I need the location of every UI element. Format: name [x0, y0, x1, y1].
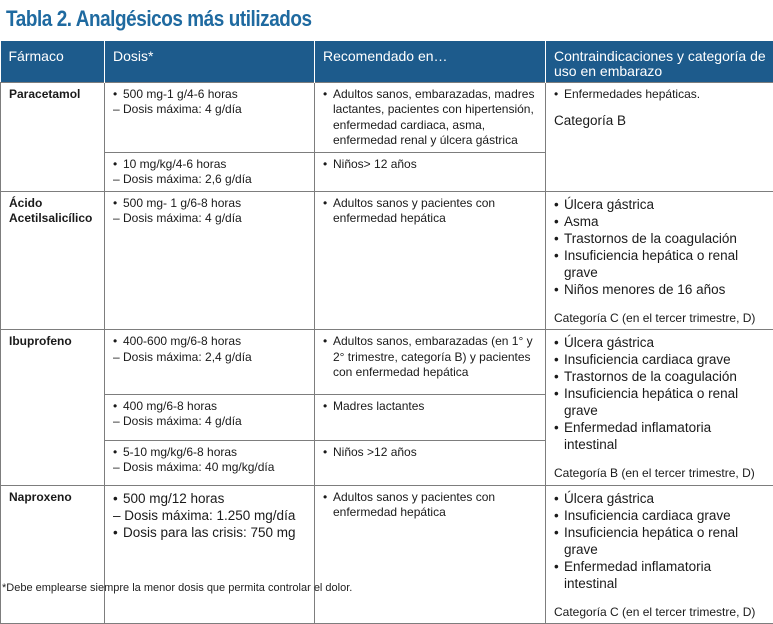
recommended-text: • Adultos sanos y pacientes con enfermedad hepática — [323, 490, 539, 521]
recommended-cell — [315, 191, 546, 330]
dose-cell — [105, 440, 315, 485]
dose-line: • 400-600 mg/6-8 horas — [113, 334, 308, 350]
table-title: Tabla 2. Analgésicos más utilizados — [6, 6, 312, 32]
dose-cell — [105, 191, 315, 330]
pregnancy-category: Categoría C (en el tercer trimestre, D) — [554, 311, 767, 327]
dose-crisis: • Dosis para las crisis: 750 mg — [113, 524, 308, 541]
contraindication-item: • Asma — [554, 213, 767, 230]
recommended-cell — [315, 485, 546, 624]
contraindication-item: • Trastornos de la coagulación — [554, 368, 767, 385]
contraindication-item: • Úlcera gástrica — [554, 490, 767, 507]
dose-max: – Dosis máxima: 2,6 g/día — [113, 172, 308, 188]
drug-ibuprofeno: Ibuprofeno — [1, 330, 105, 486]
recommended-text: • Niños >12 años — [323, 445, 539, 461]
drug-name-line2: Acetilsalicílico — [9, 211, 98, 227]
contraindication-item: • Insuficiencia hepática o renal grave — [554, 247, 767, 281]
recommended-text: • Madres lactantes — [323, 399, 539, 415]
contraindication-item: • Trastornos de la coagulación — [554, 230, 767, 247]
contraindication-item: • Niños menores de 16 años — [554, 281, 767, 298]
contraindications-cell — [546, 82, 773, 191]
header-drug: Fármaco — [1, 41, 105, 82]
recommended-cell — [315, 82, 546, 152]
contraindication-item: • Enfermedad inflamatoria intestinal — [554, 419, 767, 453]
contraindication-item: • Insuficiencia cardiaca grave — [554, 351, 767, 368]
pregnancy-category: Categoría B (en el tercer trimestre, D) — [554, 466, 767, 482]
header-row — [1, 41, 773, 82]
contraindication-item: • Enfermedades hepáticas. — [554, 87, 767, 103]
dose-line: • 10 mg/kg/4-6 horas — [113, 157, 308, 173]
drug-aas — [1, 191, 105, 330]
dose-max: – Dosis máxima: 4 g/día — [113, 102, 308, 118]
recommended-text: • Adultos sanos, embarazadas, madres lactantes, pacientes con hipertensión, enfermedad cardiaca, asma, enfermedad renal y úlcera gástrica — [323, 87, 539, 149]
dose-max: – Dosis máxima: 4 g/día — [113, 211, 308, 227]
contraindications-cell — [546, 191, 773, 330]
contraindication-item: • Insuficiencia hepática o renal grave — [554, 524, 767, 558]
contraindication-item: • Enfermedad inflamatoria intestinal — [554, 558, 767, 592]
contraindication-item: • Úlcera gástrica — [554, 196, 767, 213]
contraindication-item: • Úlcera gástrica — [554, 334, 767, 351]
recommended-cell — [315, 440, 546, 485]
drug-naproxeno: Naproxeno — [1, 485, 105, 624]
recommended-cell — [315, 330, 546, 395]
footnote: *Debe emplearse siempre la menor dosis que permita controlar el dolor. — [2, 582, 352, 594]
dose-line: • 500 mg/12 horas — [113, 490, 308, 507]
dose-max: – Dosis máxima: 40 mg/kg/día — [113, 460, 308, 476]
table-row — [1, 330, 773, 395]
dose-max: – Dosis máxima: 4 g/día — [113, 414, 308, 430]
dose-max: – Dosis máxima: 2,4 g/día — [113, 350, 308, 366]
table-row — [1, 485, 773, 624]
table-row — [1, 191, 773, 330]
recommended-text: • Adultos sanos, embarazadas (en 1° y 2° trimestre, categoría B) y pacientes con enfermedad hepática — [323, 334, 539, 381]
pregnancy-category: Categoría B — [554, 112, 767, 129]
dose-cell — [105, 330, 315, 395]
recommended-text: • Niños> 12 años — [323, 157, 539, 173]
drug-name-line1: Ácido — [9, 196, 98, 212]
dose-cell — [105, 152, 315, 191]
dose-line: • 500 mg- 1 g/6-8 horas — [113, 196, 308, 212]
contraindications-cell — [546, 485, 773, 624]
recommended-cell — [315, 394, 546, 440]
contraindications-cell — [546, 330, 773, 486]
contraindication-item: • Insuficiencia cardiaca grave — [554, 507, 767, 524]
header-contraindications: Contraindicaciones y categoría de uso en embarazo — [546, 41, 773, 82]
recommended-cell — [315, 152, 546, 191]
dose-line: • 500 mg-1 g/4-6 horas — [113, 87, 308, 103]
dose-cell — [105, 485, 315, 624]
dose-cell — [105, 82, 315, 152]
table-row — [1, 82, 773, 152]
recommended-text: • Adultos sanos y pacientes con enfermedad hepática — [323, 196, 539, 227]
contraindication-item: • Insuficiencia hepática o renal grave — [554, 385, 767, 419]
drug-paracetamol: Paracetamol — [1, 82, 105, 191]
analgesics-table — [0, 41, 773, 624]
dose-cell — [105, 394, 315, 440]
header-recommended: Recomendado en… — [315, 41, 546, 82]
dose-line: • 5-10 mg/kg/6-8 horas — [113, 445, 308, 461]
header-dose: Dosis* — [105, 41, 315, 82]
pregnancy-category: Categoría C (en el tercer trimestre, D) — [554, 605, 767, 621]
dose-max: – Dosis máxima: 1.250 mg/día — [113, 507, 308, 524]
dose-line: • 400 mg/6-8 horas — [113, 399, 308, 415]
